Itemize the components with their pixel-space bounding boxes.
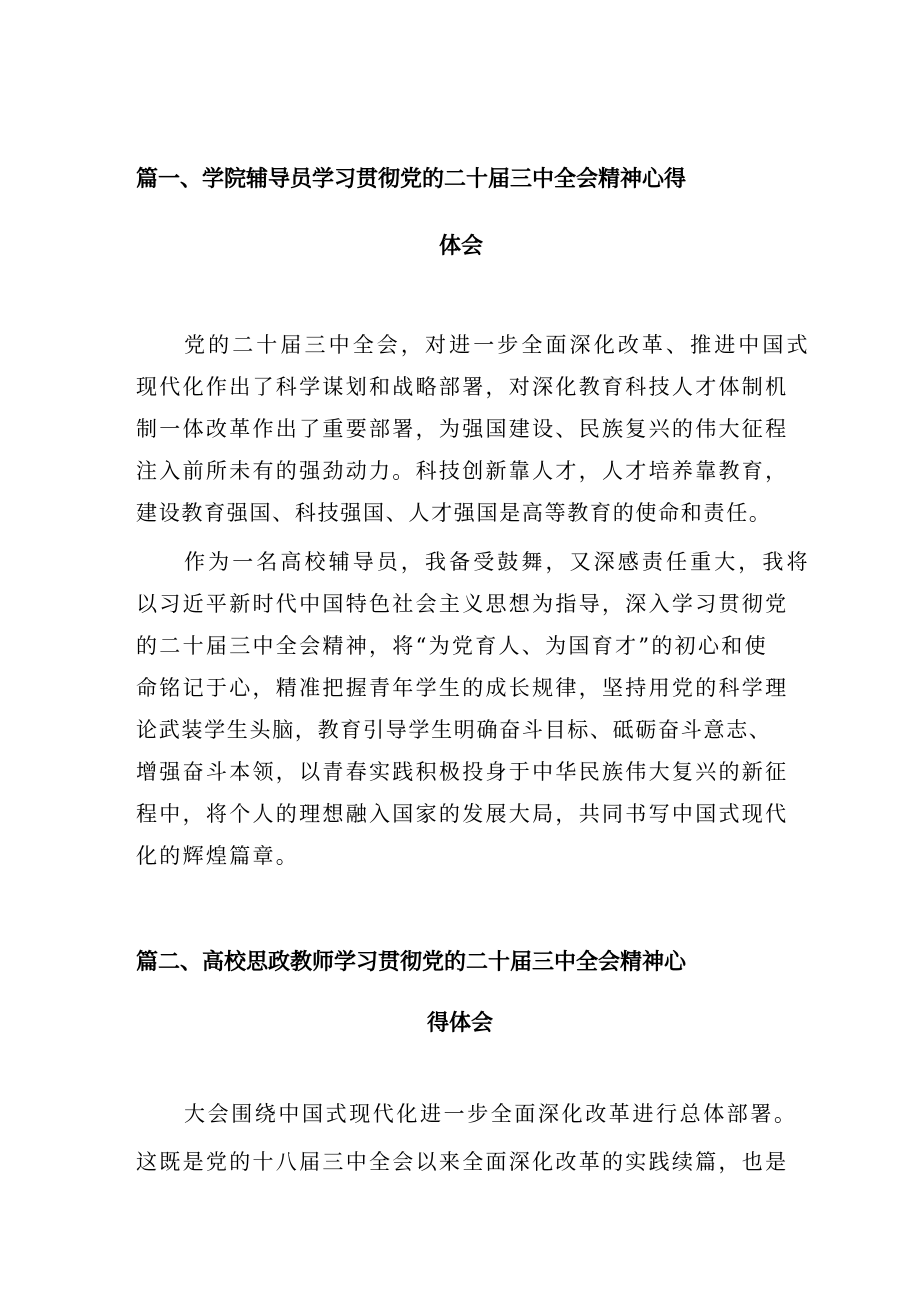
section1-para2-line: 增强奋斗本领，以青春实践积极投身于中华民族伟大复兴的新征 (136, 760, 789, 784)
section1-para2-line: 的二十届三中全会精神，将“为党育人、为国育才”的初心和使 (136, 634, 768, 658)
section2-para1-line: 这既是党的十八届三中全会以来全面深化改革的实践续篇，也是 (136, 1150, 789, 1174)
section1-para1-line: 建设教育强国、科技强国、人才强国是高等教育的使命和责任。 (136, 501, 772, 525)
section1-para1-line: 制一体改革作出了重要部署，为强国建设、民族复兴的伟大征程 (136, 417, 789, 441)
section2-title-line1: 篇二、高校思政教师学习贯彻党的二十届三中全会精神心 (136, 950, 687, 975)
section1-para2-line: 命铭记于心，精准把握青年学生的成长规律，坚持用党的科学理 (136, 676, 789, 700)
section1-para1-line: 注入前所未有的强劲动力。科技创新靠人才，人才培养靠教育， (136, 459, 789, 483)
section1-para1-line: 现代化作出了科学谋划和战略部署，对深化教育科技人才体制机 (136, 375, 789, 399)
section1-title-line2: 体会 (439, 234, 484, 259)
section1-para2-line: 化的辉煌篇章。 (136, 844, 300, 868)
section1-para1-line: 党的二十届三中全会，对进一步全面深化改革、推进中国式 (184, 333, 811, 357)
section1-para2-line: 以习近平新时代中国特色社会主义思想为指导，深入学习贯彻党 (136, 592, 789, 616)
section1-title-line1: 篇一、学院辅导员学习贯彻党的二十届三中全会精神心得 (136, 167, 687, 192)
section2-para1-line: 大会围绕中国式现代化进一步全面深化改革进行总体部署。 (184, 1102, 798, 1126)
section1-para2-line: 论武装学生头脑，教育引导学生明确奋斗目标、砥砺奋斗意志、 (136, 718, 772, 742)
section2-title-line2: 得体会 (427, 1011, 494, 1036)
section1-para2-line: 程中，将个人的理想融入国家的发展大局，共同书写中国式现代 (136, 802, 789, 826)
section1-para2-line: 作为一名高校辅导员，我备受鼓舞，又深感责任重大，我将 (184, 550, 811, 574)
